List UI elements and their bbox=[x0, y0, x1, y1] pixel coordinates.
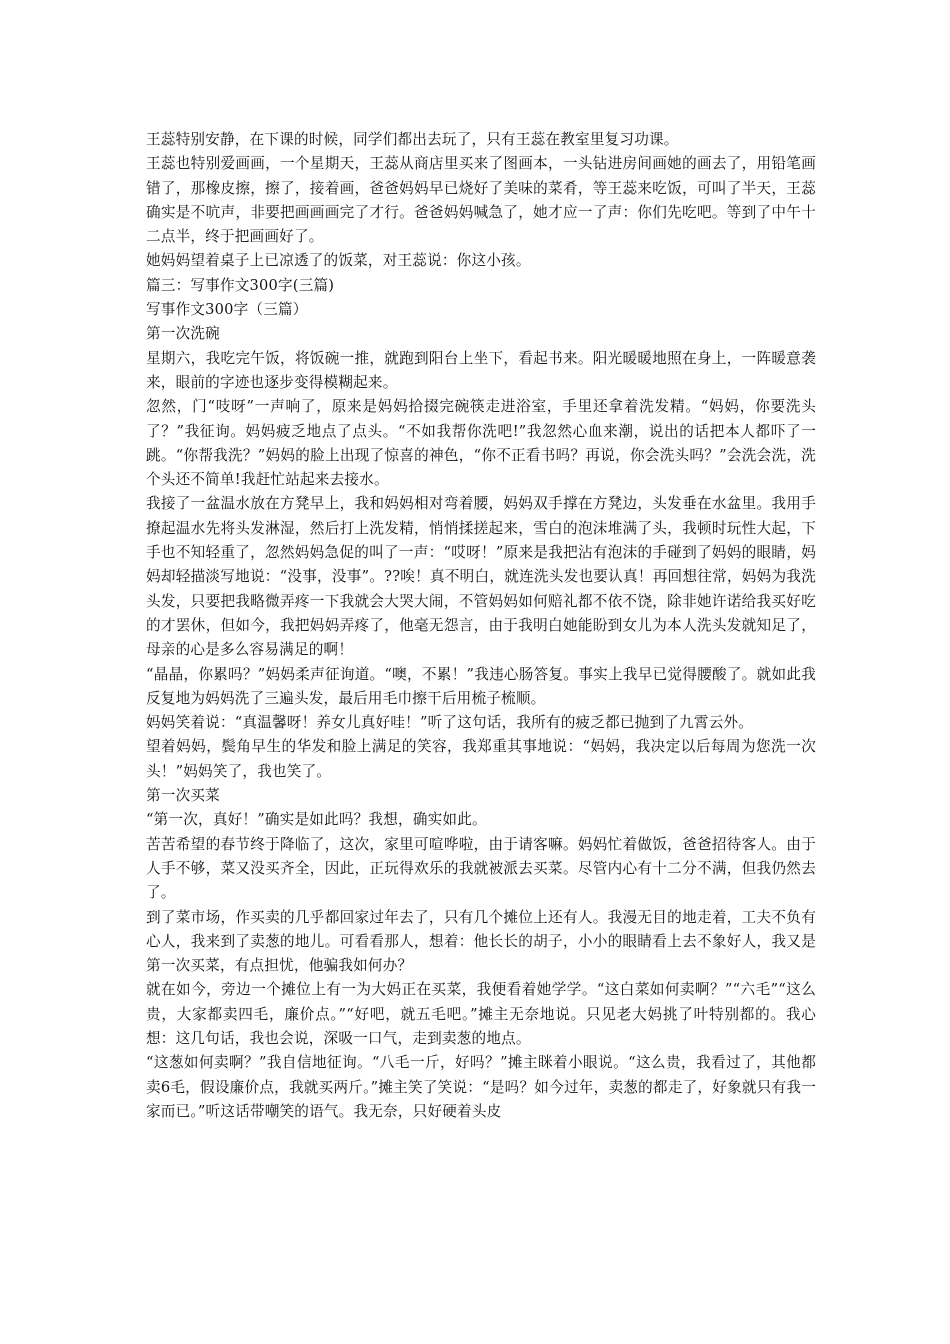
paragraph-8: 忽然，门“吱呀”一声响了，原来是妈妈拾掇完碗筷走进浴室，手里还拿着洗发精。“妈妈，你要洗头了？”我征询。妈妈疲乏地点了点头。“不如我帮你洗吧!”我忽然心血来潮，说出的话把本人都吓了一跳。“你帮我洗？”妈妈的脸上出现了惊喜的神色，“你不正看书吗？再说，你会洗头吗？”会洗会洗，洗个头还不简单!我赶忙站起来去接水。 bbox=[146, 398, 816, 489]
paragraph-9: 我接了一盆温水放在方凳早上，我和妈妈相对弯着腰，妈妈双手撑在方凳边，头发垂在水盆里。我用手撩起温水先将头发淋湿，然后打上洗发精，悄悄揉搓起来，雪白的泡沫堆满了头，我顿时玩性大起，下手也不知轻重了，忽然妈妈急促的叫了一声：“哎呀！”原来是我把沾有泡沫的手碰到了妈妈的眼睛，妈妈却轻描淡写地说：“没事，没事”。??唉！真不明白，就连洗头发也要认真！再回想往常，妈妈为我洗头发，只要把我略微弄疼一下我就会大哭大闹，不管妈妈如何赔礼都不依不饶，除非她许诺给我买好吃的才罢休，但如今，我把妈妈弄疼了，他毫无怨言，由于我明白她能盼到女儿为本人洗头发就知足了，母亲的心是多么容易满足的啊！ bbox=[146, 495, 816, 659]
paragraph-7: 星期六，我吃完午饭，将饭碗一推，就跑到阳台上坐下，看起书来。阳光暖暖地照在身上，一阵暖意袭来，眼前的字迹也逐步变得模糊起来。 bbox=[146, 349, 816, 391]
paragraph-14: “第一次，真好！”确实是如此吗？我想，确实如此。 bbox=[146, 811, 487, 829]
paragraph-12: 望着妈妈，鬓角早生的华发和脸上满足的笑容，我郑重其事地说：“妈妈，我决定以后每周为您洗一次头！”妈妈笑了，我也笑了。 bbox=[146, 738, 816, 780]
subheading-first-shopping: 第一次买菜 bbox=[146, 787, 220, 805]
paragraph-16: 到了菜市场，作买卖的几乎都回家过年去了，只有几个摊位上还有人。我漫无目的地走着，工夫不负有心人，我来到了卖葱的地儿。可看看那人，想着：他长长的胡子，小小的眼睛看上去不象好人，我又是第一次买菜，有点担忧，他骗我如何办？ bbox=[146, 908, 816, 975]
paragraph-11: 妈妈笑着说：“真温馨呀！养女儿真好哇！”听了这句话，我所有的疲乏都已抛到了九霄云外。 bbox=[146, 714, 754, 732]
paragraph-17: 就在如今，旁边一个摊位上有一为大妈正在买菜，我便看着她学学。“这白菜如何卖啊？”“六毛”“这么贵，大家都卖四毛，廉价点。”“好吧，就五毛吧。”摊主无奈地说。只见老大妈挑了叶特别都的。我心想：这几句话，我也会说，深吸一口气，走到卖葱的地点。 bbox=[146, 981, 816, 1047]
subheading-first-wash: 第一次洗碗 bbox=[146, 325, 220, 343]
paragraph-10: “晶晶，你累吗？”妈妈柔声征询道。“噢，不累！”我违心肠答复。事实上我早已觉得腰酸了。就如此我反复地为妈妈洗了三遍头发，最后用毛巾擦干后用梳子梳顺。 bbox=[146, 665, 816, 707]
paragraph-18: “这葱如何卖啊？”我自信地征询。“八毛一斤，好吗？”摊主眯着小眼说。“这么贵，我看过了，其他都卖6毛，假设廉价点，我就买两斤。”摊主笑了笑说：“是吗？如今过年，卖葱的都走了，好象就只有我一家而已。”听这话带嘲笑的语气。我无奈，只好硬着头皮 bbox=[146, 1054, 816, 1120]
paragraph-15: 苦苦希望的春节终于降临了，这次，家里可喧哗啦，由于请客嘛。妈妈忙着做饭，爸爸招待客人。由于人手不够，菜又没买齐全，因此，正玩得欢乐的我就被派去买菜。尽管内心有十二分不满，但我仍然去了。 bbox=[146, 835, 816, 902]
section-heading: 篇三：写事作文300字(三篇) bbox=[146, 276, 335, 294]
paragraph-2: 王蕊也特别爱画画，一个星期天，王蕊从商店里买来了图画本，一头钻进房间画她的画去了，用铅笔画错了，那橡皮擦，擦了，接着画，爸爸妈妈早已烧好了美味的菜肴，等王蕊来吃饭，可叫了半天，王蕊确实是不吭声，非要把画画画完了才行。爸爸妈妈喊急了，她才应一了声：你们先吃吧。等到了中午十二点半，终于把画画好了。 bbox=[146, 155, 816, 246]
paragraph-3: 她妈妈望着桌子上已凉透了的饭菜，对王蕊说：你这小孩。 bbox=[146, 252, 531, 270]
document-body bbox=[146, 128, 816, 1124]
paragraph-1: 王蕊特别安静，在下课的时候，同学们都出去玩了，只有王蕊在教室里复习功课。 bbox=[146, 131, 679, 148]
article-title: 写事作文300字（三篇） bbox=[146, 301, 308, 319]
